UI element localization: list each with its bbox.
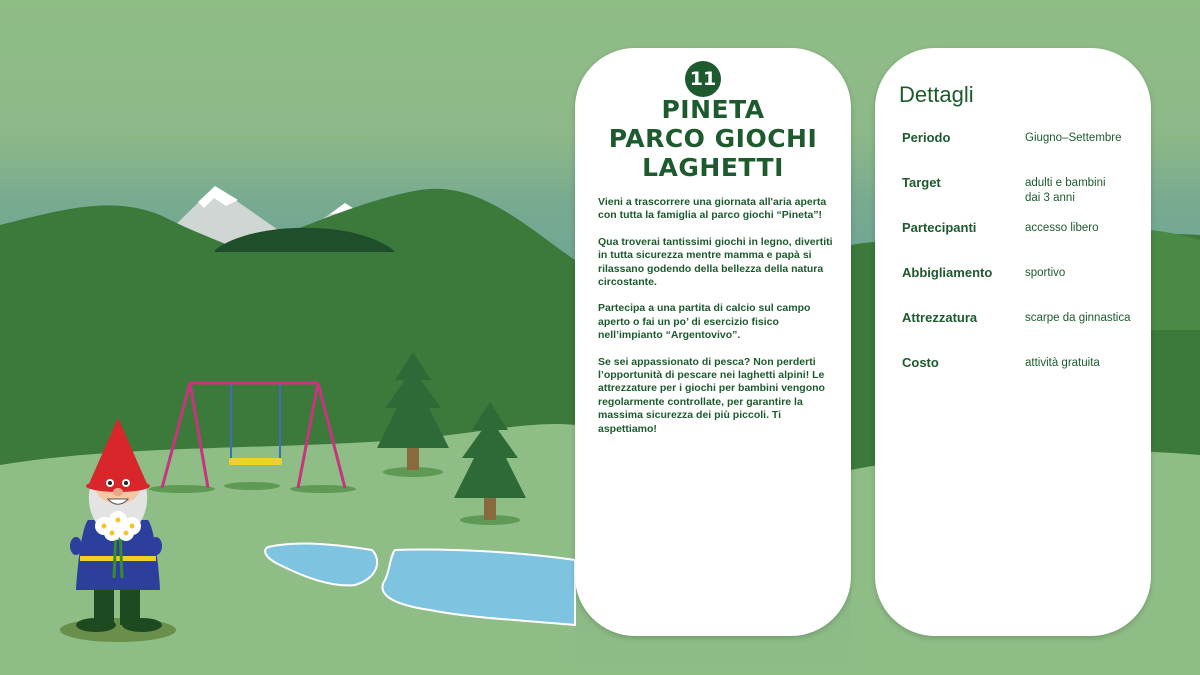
event-number-badge: 11: [685, 61, 721, 97]
event-title-line: PINETA: [661, 95, 765, 124]
description-paragraph: Vieni a trascorrere una giornata all'aria aperta con tutta la famiglia al parco giochi “Pineta”!: [598, 196, 827, 222]
details-card: [875, 48, 1151, 636]
event-title-line: LAGHETTI: [642, 153, 784, 182]
detail-label: Partecipanti: [902, 220, 977, 235]
event-title: [575, 95, 851, 182]
detail-value: scarpe da ginnastica: [1025, 312, 1131, 324]
detail-label: Costo: [902, 355, 939, 370]
detail-label: Abbigliamento: [902, 265, 993, 280]
event-title-line: PARCO GIOCHI: [608, 124, 818, 153]
detail-value: accesso libero: [1025, 222, 1099, 234]
event-card: [575, 48, 851, 636]
event-description: [598, 196, 834, 449]
detail-value: Giugno–Settembre: [1025, 132, 1122, 144]
details-title: Dettagli: [899, 82, 974, 107]
detail-label: Periodo: [902, 130, 951, 145]
detail-label: Attrezzatura: [902, 310, 978, 325]
detail-value: adulti e bambini dai 3 anni: [1025, 177, 1106, 204]
description-paragraph: Se sei appassionato di pesca? Non perderti l’opportunità di pescare nei laghetti alpini! Le attrezzature per i giochi per bambini vengono regolarmente controllate, per garantire la massima sicurezza dei più piccoli. Ti aspettiamo!: [598, 355, 825, 435]
hill-right-2: [1151, 230, 1200, 330]
detail-label: Target: [902, 175, 941, 190]
description-paragraph: Qua troverai tantissimi giochi in legno, divertiti in tutta sicurezza mentre mamma e papà si rilassano godendo della bellezza della natura circostante.: [598, 235, 833, 289]
description-paragraph: Partecipa a una partita di calcio sul campo aperto o fai un po’ di esercizio fisico nell’impianto “Argentovivo”.: [598, 302, 811, 342]
detail-value: sportivo: [1025, 267, 1066, 279]
detail-value: attività gratuita: [1025, 357, 1100, 369]
